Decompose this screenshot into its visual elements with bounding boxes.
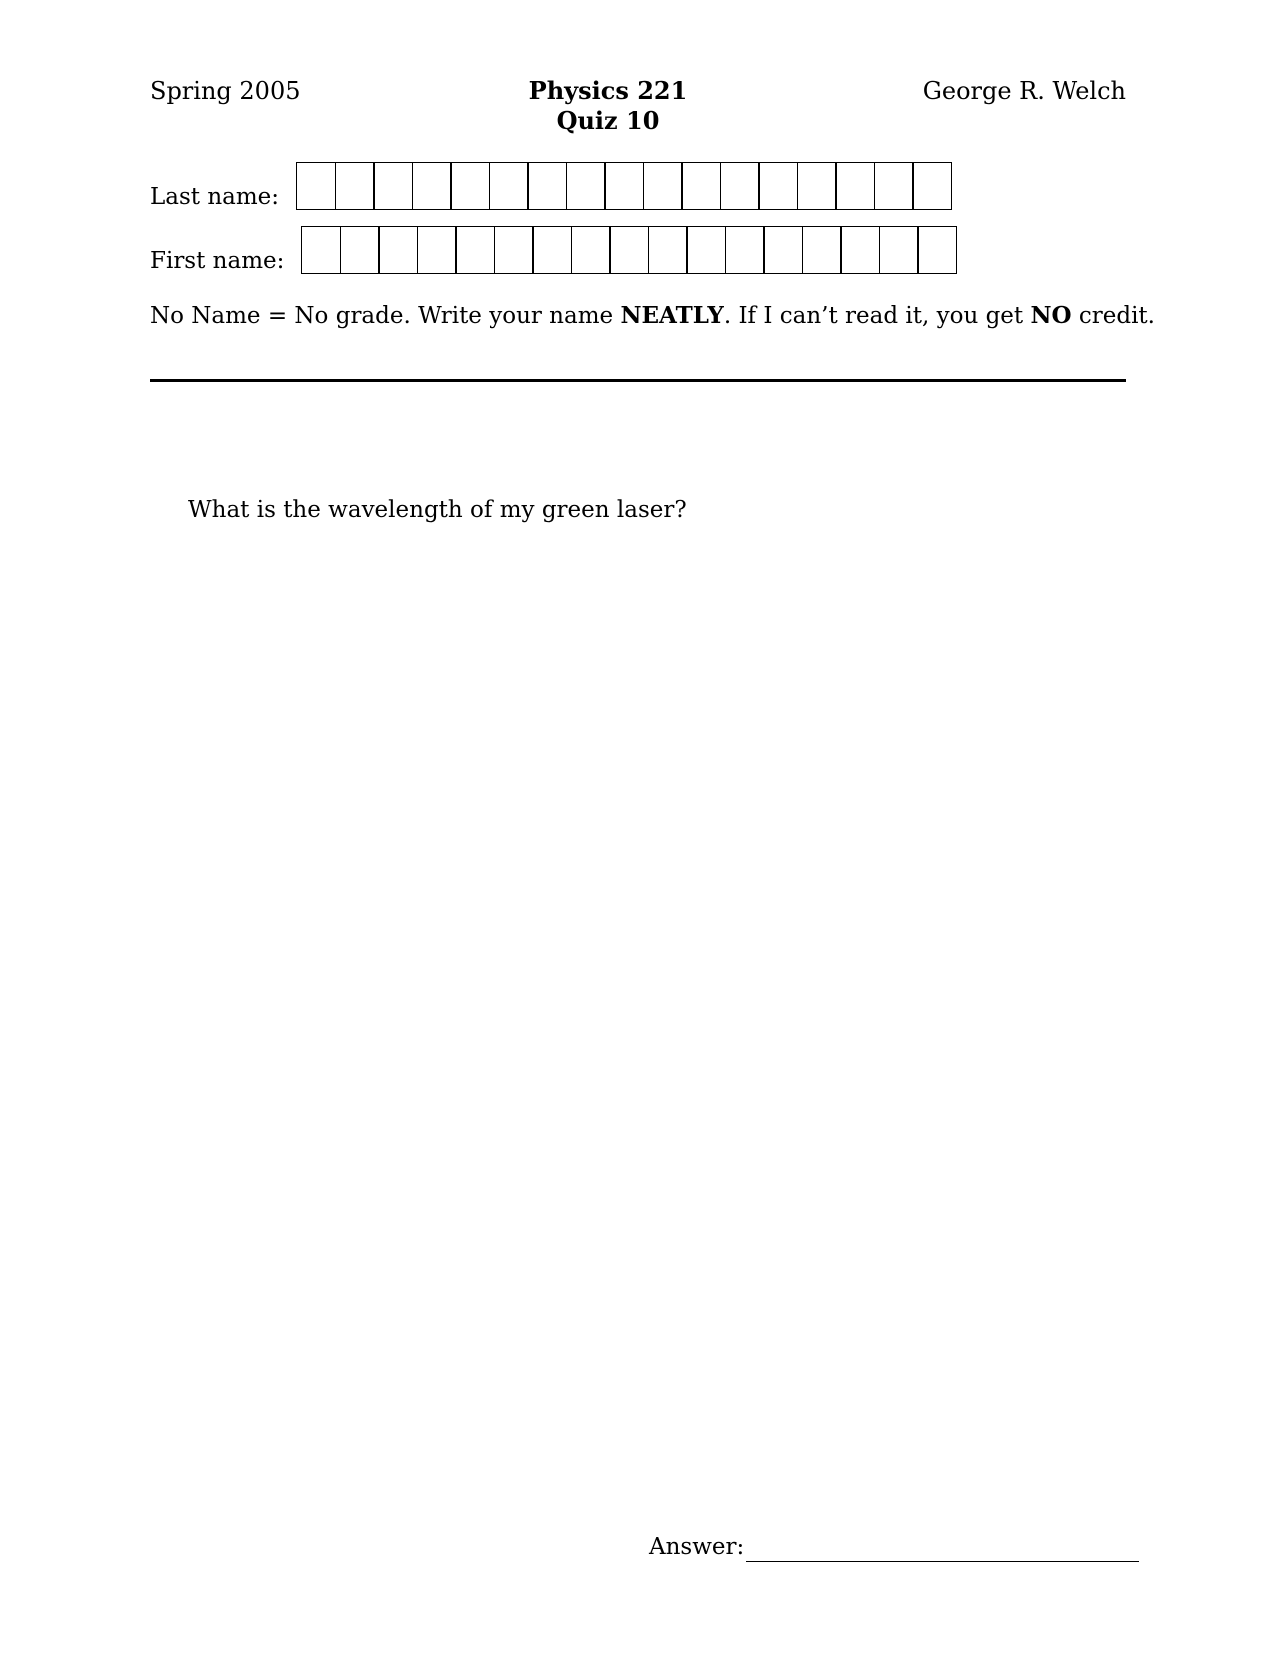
warning-text-1: No Name = No grade. Write your name [150,303,621,329]
last-name-box[interactable] [797,162,837,210]
first-name-box[interactable] [648,226,688,274]
instructor-name: George R. Welch [922,77,1126,105]
answer-label: Answer: [649,1534,745,1560]
first-name-box[interactable] [763,226,803,274]
first-name-box[interactable] [494,226,534,274]
last-name-box[interactable] [643,162,683,210]
first-name-box[interactable] [802,226,842,274]
last-name-box[interactable] [412,162,452,210]
quiz-title: Quiz 10 [556,106,660,135]
last-name-box[interactable] [604,162,644,210]
first-name-box[interactable] [917,226,957,274]
last-name-box[interactable] [296,162,336,210]
last-name-box[interactable] [874,162,914,210]
first-name-box[interactable] [532,226,572,274]
first-name-box[interactable] [301,226,341,274]
last-name-box[interactable] [527,162,567,210]
warning-bold-neatly: NEATLY [620,302,724,329]
first-name-box[interactable] [340,226,380,274]
first-name-box[interactable] [686,226,726,274]
last-name-box[interactable] [335,162,375,210]
first-name-boxes[interactable] [301,226,957,274]
first-name-box[interactable] [609,226,649,274]
semester-label: Spring 2005 [150,77,301,105]
last-name-box[interactable] [373,162,413,210]
course-title: Physics 221 [528,76,688,105]
last-name-box[interactable] [758,162,798,210]
divider-rule [150,379,1126,382]
last-name-label: Last name: [150,184,280,210]
last-name-box[interactable] [835,162,875,210]
question-text: What is the wavelength of my green laser? [188,497,687,523]
last-name-box[interactable] [912,162,952,210]
answer-row [649,1532,1139,1562]
first-name-box[interactable] [879,226,919,274]
last-name-box[interactable] [489,162,529,210]
last-name-box[interactable] [681,162,721,210]
last-name-box[interactable] [566,162,606,210]
first-name-box[interactable] [840,226,880,274]
name-warning [150,301,1155,331]
first-name-label: First name: [150,248,285,274]
answer-line[interactable] [746,1535,1139,1562]
first-name-box[interactable] [725,226,765,274]
warning-bold-no: NO [1030,302,1072,329]
first-name-box[interactable] [417,226,457,274]
warning-text-2: . If I can’t read it, you get [723,303,1031,329]
first-name-box[interactable] [571,226,611,274]
first-name-box[interactable] [378,226,418,274]
first-name-box[interactable] [455,226,495,274]
last-name-box[interactable] [450,162,490,210]
last-name-box[interactable] [720,162,760,210]
last-name-boxes[interactable] [296,162,952,210]
warning-text-3: credit. [1071,303,1155,329]
